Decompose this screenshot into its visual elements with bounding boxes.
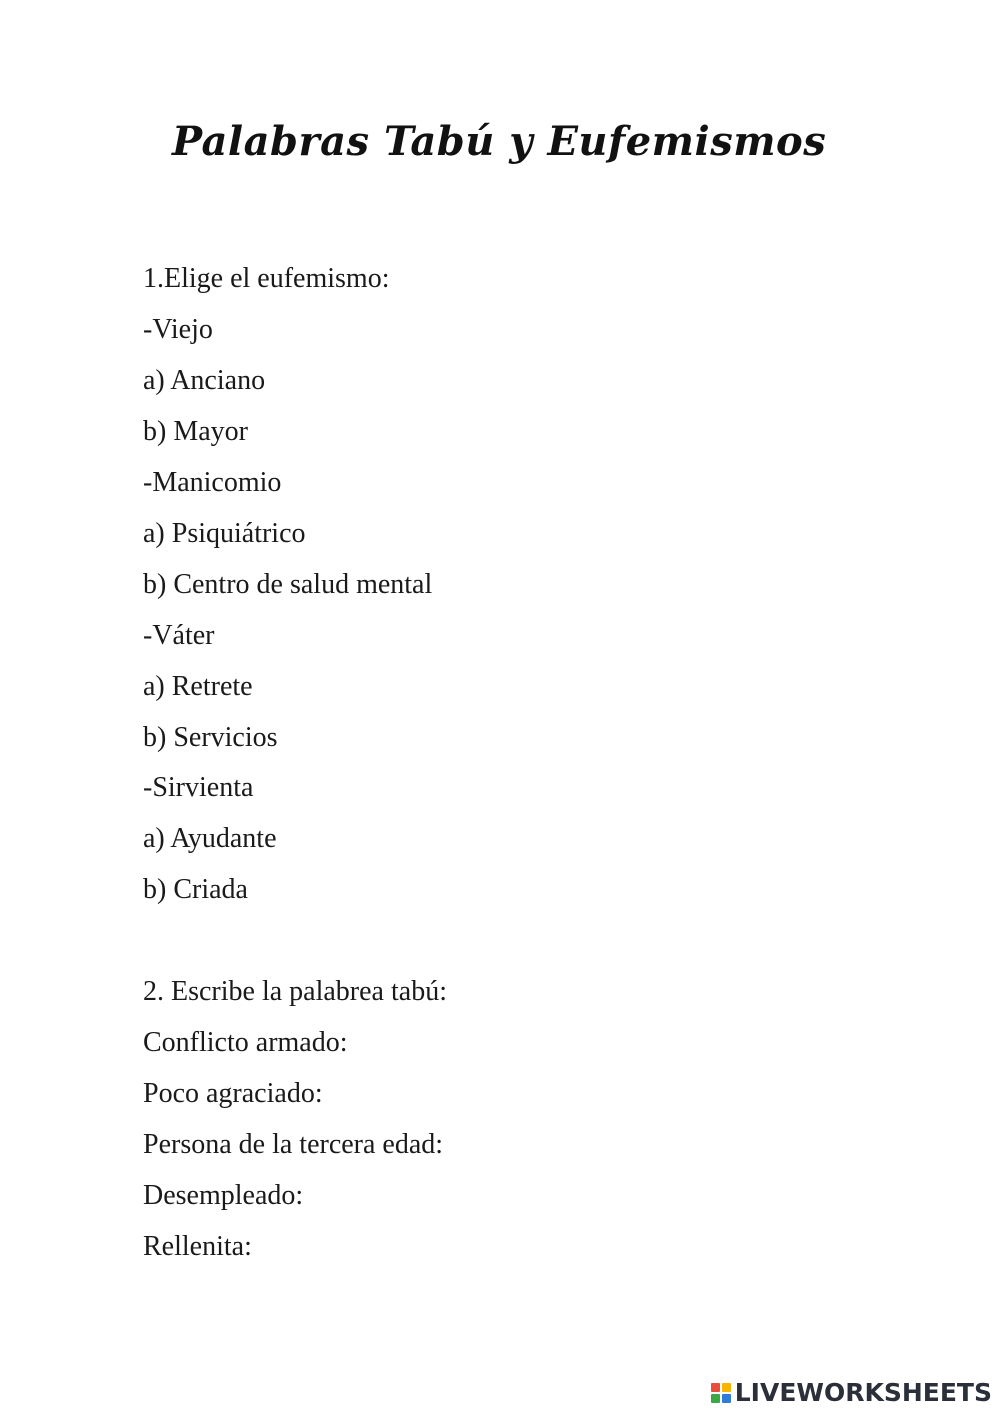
liveworksheets-logo-icon (711, 1383, 731, 1403)
section1-option: b) Centro de salud mental (143, 569, 433, 600)
section2-prompt: Conflicto armado: (143, 1027, 348, 1058)
section1-item-vater: -Váter (143, 620, 215, 651)
liveworksheets-brand (711, 1378, 992, 1407)
logo-square-green (711, 1394, 720, 1403)
section1-item-sirvienta: -Sirvienta (143, 772, 254, 803)
section1-option: b) Mayor (143, 416, 248, 447)
section1-item-viejo: -Viejo (143, 314, 213, 345)
section2-prompt: Rellenita: (143, 1231, 252, 1262)
worksheet-title: Palabras Tabú y Eufemismos (172, 118, 827, 165)
section2-heading: 2. Escribe la palabrea tabú: (143, 976, 447, 1007)
logo-square-yellow (722, 1383, 731, 1392)
section1-heading: 1.Elige el eufemismo: (143, 263, 390, 294)
section1-option: a) Anciano (143, 365, 266, 396)
section1-option: a) Psiquiátrico (143, 518, 306, 549)
section2-prompt: Poco agraciado: (143, 1078, 323, 1109)
section1-option: a) Retrete (143, 671, 253, 702)
section1-item-manicomio: -Manicomio (143, 467, 282, 498)
logo-square-blue (722, 1394, 731, 1403)
section1-option: b) Servicios (143, 722, 278, 753)
section1-option: b) Criada (143, 874, 248, 905)
section1-option: a) Ayudante (143, 823, 277, 854)
brand-name: LIVEWORKSHEETS (734, 1378, 992, 1407)
section2-prompt: Desempleado: (143, 1180, 304, 1211)
logo-square-red (711, 1383, 720, 1392)
section2-prompt: Persona de la tercera edad: (143, 1129, 444, 1160)
